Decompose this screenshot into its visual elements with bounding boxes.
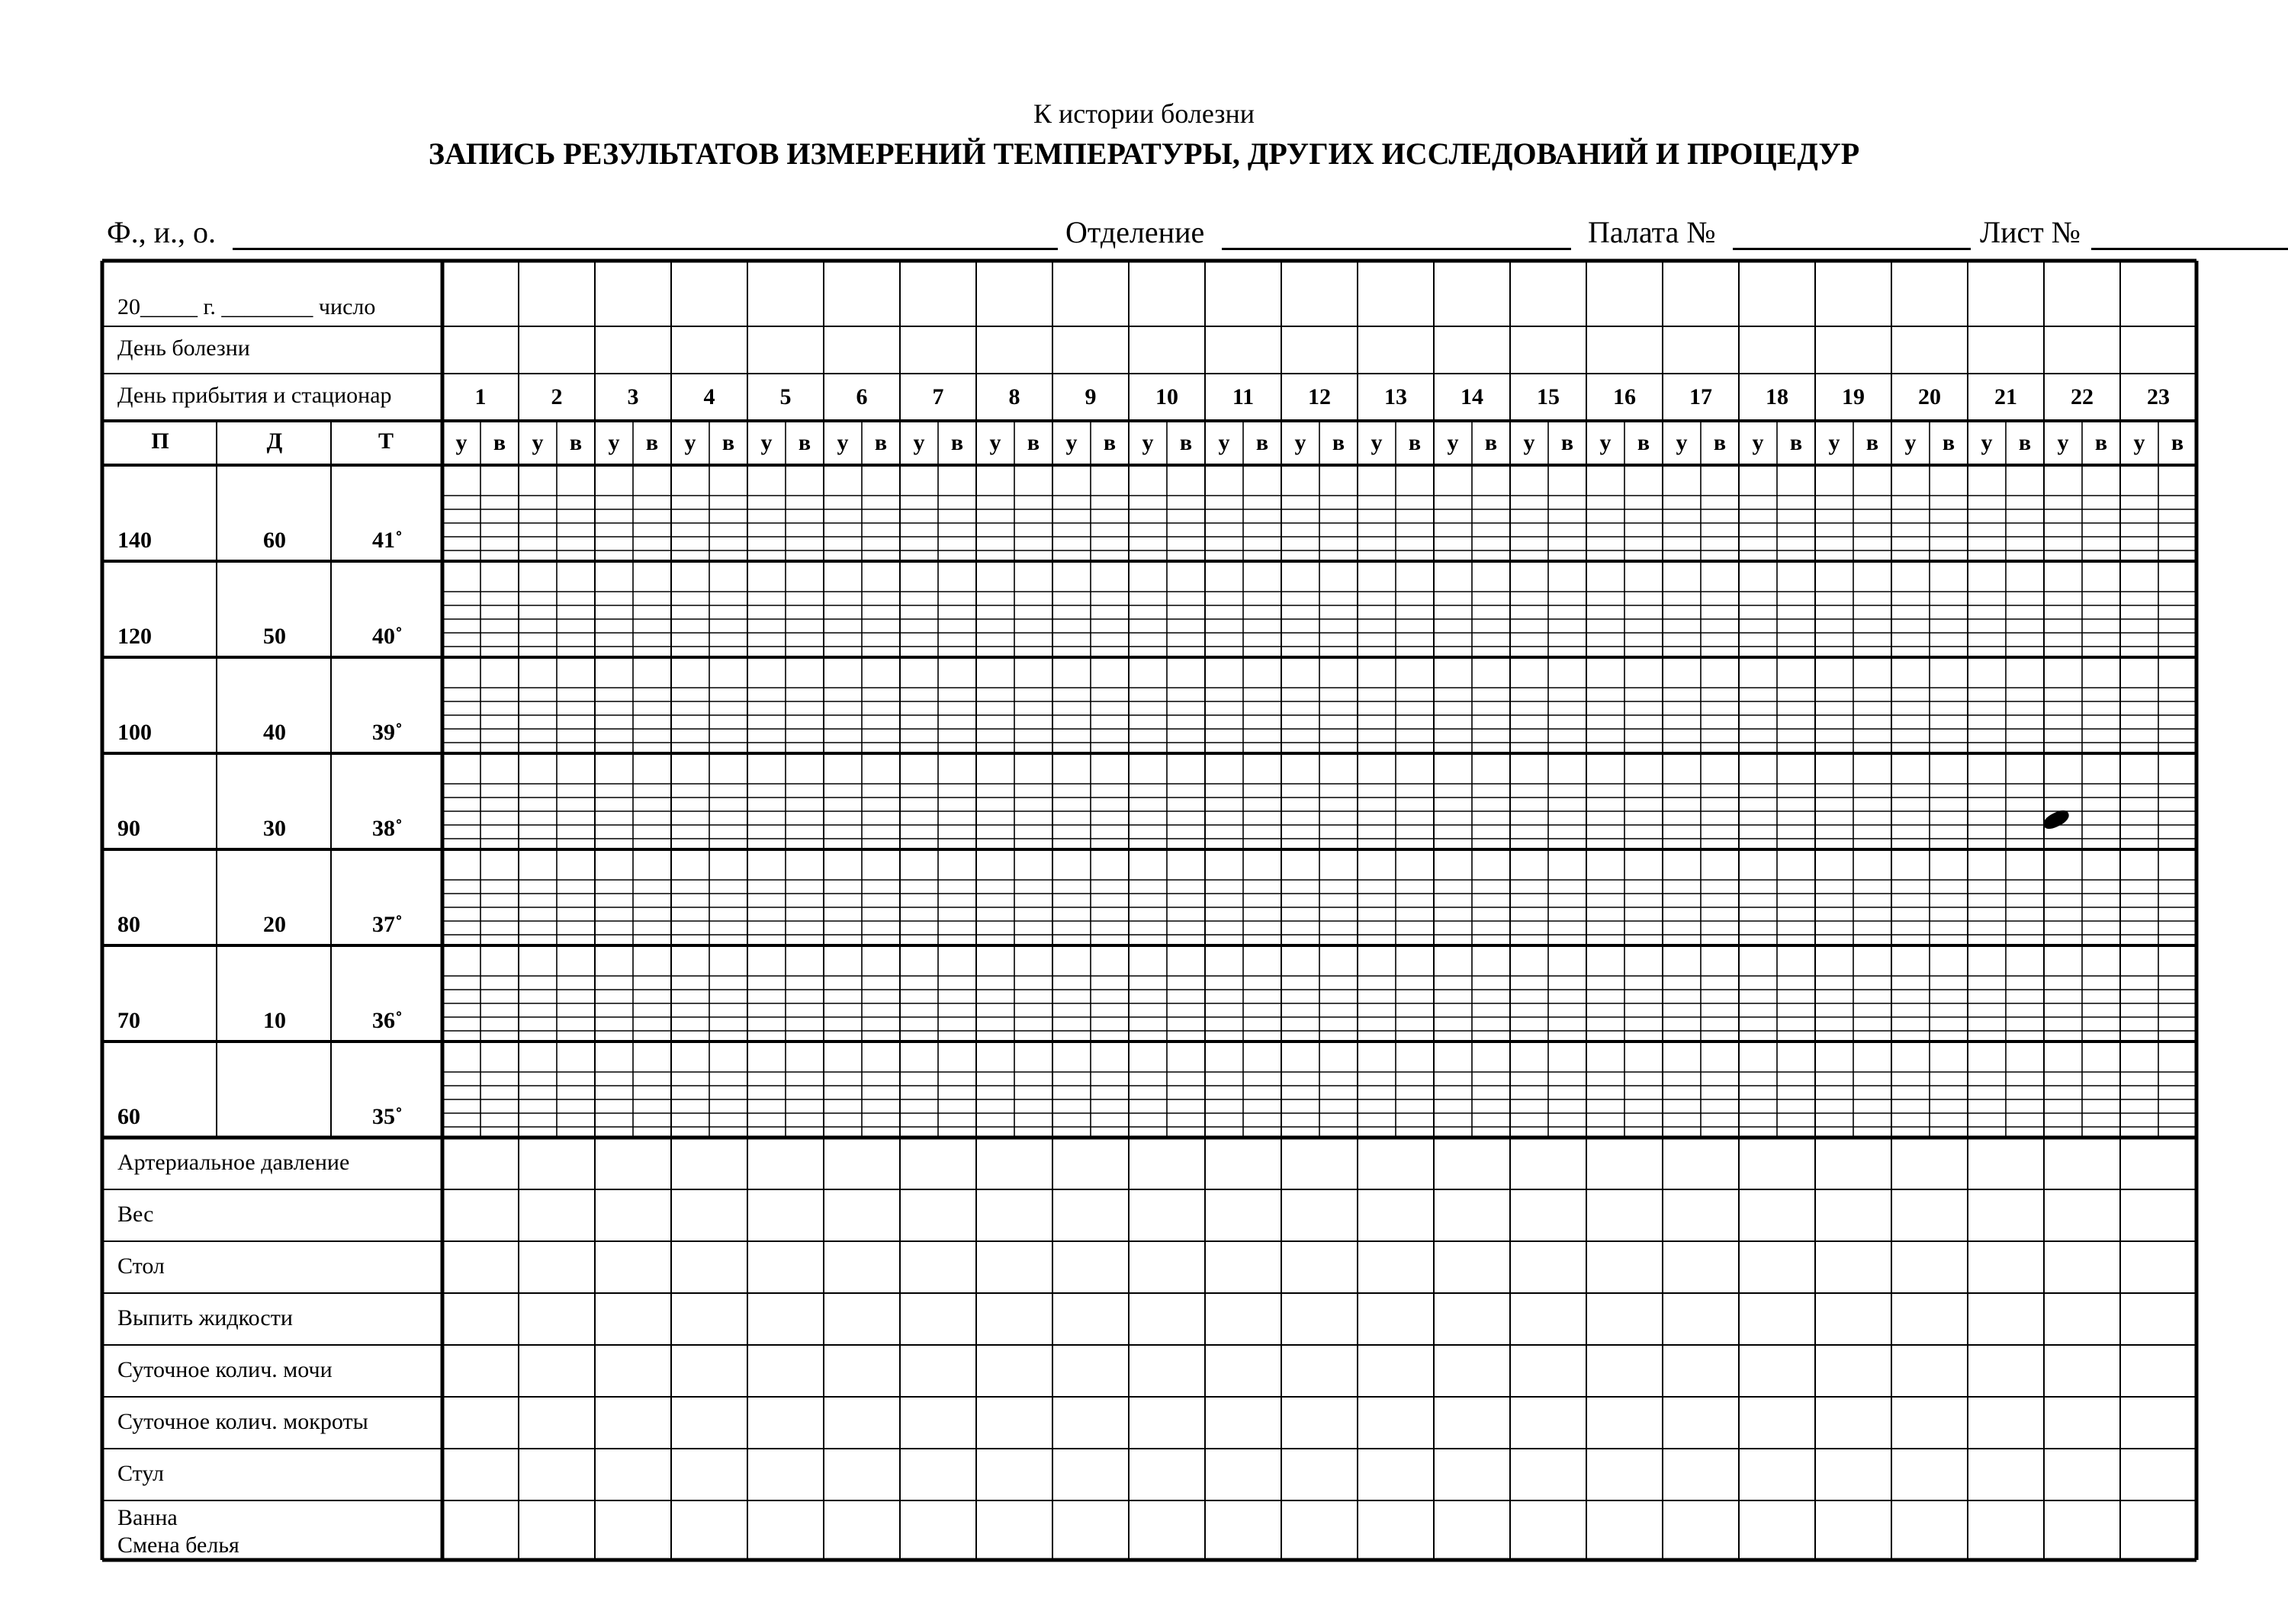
form-subtitle: К истории болезни [1033,98,1255,129]
temp-value: 40˚ [372,624,403,649]
shift-morning-label: у [2133,430,2145,455]
day-number-7: 7 [932,384,944,409]
day-number-11: 11 [1232,384,1255,409]
day-number-9: 9 [1085,384,1097,409]
breath-value: 50 [263,624,286,649]
breath-value: 30 [263,816,286,841]
shift-morning-label: у [1676,430,1688,455]
pulse-value: 120 [117,624,152,649]
shift-morning-label: у [1904,430,1917,455]
temp-value: 35˚ [372,1104,403,1129]
shift-morning-label: у [455,430,468,455]
bottom-row-label: Выпить жидкости [117,1305,293,1330]
breath-value: 60 [263,528,286,553]
shift-morning-label: у [1599,430,1612,455]
shift-morning-label: у [532,430,544,455]
sheet-label: Лист № [1980,215,2081,249]
shift-evening-label: в [1789,430,1803,455]
day-number-18: 18 [1766,384,1788,409]
day-number-17: 17 [1689,384,1712,409]
shift-evening-label: в [2171,430,2184,455]
arrival-day-label: День прибытия и стационар [117,383,392,408]
shift-morning-label: у [1447,430,1459,455]
shift-evening-label: в [1332,430,1345,455]
shift-evening-label: в [493,430,506,455]
day-number-1: 1 [474,384,487,409]
shift-evening-label: в [798,430,811,455]
shift-morning-label: у [1218,430,1230,455]
day-number-4: 4 [703,384,715,409]
day-number-10: 10 [1155,384,1178,409]
day-number-23: 23 [2147,384,2170,409]
bottom-row-label: Стол [117,1253,165,1279]
breath-value: 20 [263,912,286,937]
shift-evening-label: в [1560,430,1574,455]
bottom-row-label: Артериальное давление [117,1150,350,1175]
shift-evening-label: в [1484,430,1498,455]
shift-morning-label: у [989,430,1001,455]
shift-evening-label: в [1942,430,1955,455]
shift-evening-label: в [1027,430,1040,455]
ward-label: Палата № [1588,215,1716,249]
shift-evening-label: в [1255,430,1269,455]
shift-evening-label: в [1408,430,1422,455]
shift-evening-label: в [950,430,964,455]
day-number-20: 20 [1918,384,1941,409]
shift-evening-label: в [1865,430,1879,455]
shift-evening-label: в [569,430,583,455]
day-number-3: 3 [627,384,639,409]
pulse-value: 140 [117,528,152,553]
shift-evening-label: в [1637,430,1650,455]
day-number-16: 16 [1613,384,1636,409]
temp-value: 38˚ [372,816,403,841]
day-number-5: 5 [779,384,792,409]
bottom-row-label: Стул [117,1461,164,1486]
department-label: Отделение [1065,215,1205,249]
day-number-15: 15 [1537,384,1560,409]
day-number-12: 12 [1308,384,1331,409]
shift-morning-label: у [1371,430,1383,455]
shift-evening-label: в [721,430,735,455]
shift-evening-label: в [1713,430,1727,455]
temp-value: 36˚ [372,1008,403,1033]
breath-value: 10 [263,1008,286,1033]
shift-morning-label: у [1523,430,1535,455]
bottom-row-label: Суточное колич. мочи [117,1357,333,1382]
shift-morning-label: у [608,430,620,455]
shift-morning-label: у [1981,430,1993,455]
shift-evening-label: в [1103,430,1117,455]
pulse-header: П [151,428,169,454]
shift-morning-label: у [1065,430,1078,455]
day-number-8: 8 [1008,384,1020,409]
shift-evening-label: в [2094,430,2108,455]
bottom-row-label: Вес [117,1202,154,1227]
day-number-14: 14 [1461,384,1483,409]
breath-header: Д [266,428,283,454]
breath-value: 40 [263,720,286,745]
shift-morning-label: у [1828,430,1840,455]
temp-value: 39˚ [372,720,403,745]
temp-value: 41˚ [372,528,403,553]
shift-morning-label: у [1142,430,1154,455]
date-row-label: 20_____ г. ________ число [117,294,376,319]
shift-morning-label: у [1294,430,1306,455]
illness-day-label: День болезни [117,335,250,361]
name-label: Ф., и., о. [107,215,217,249]
shift-morning-label: у [760,430,773,455]
day-number-2: 2 [551,384,563,409]
temp-header: Т [378,428,394,454]
day-number-19: 19 [1842,384,1865,409]
pulse-value: 80 [117,912,140,937]
bath-label: Ванна [117,1505,178,1530]
shift-evening-label: в [1179,430,1193,455]
shift-evening-label: в [645,430,659,455]
pulse-value: 60 [117,1104,140,1129]
day-number-13: 13 [1384,384,1407,409]
pulse-value: 90 [117,816,140,841]
pulse-value: 70 [117,1008,140,1033]
shift-evening-label: в [874,430,888,455]
pulse-value: 100 [117,720,152,745]
shift-morning-label: у [684,430,696,455]
bottom-row-label: Суточное колич. мокроты [117,1409,368,1434]
shift-morning-label: у [2057,430,2069,455]
shift-morning-label: у [913,430,925,455]
form-title: ЗАПИСЬ РЕЗУЛЬТАТОВ ИЗМЕРЕНИЙ ТЕМПЕРАТУРЫ, ДРУГИХ ИССЛЕДОВАНИЙ И ПРОЦЕДУР [428,136,1860,171]
linen-change-label: Смена белья [117,1533,239,1558]
day-number-21: 21 [1994,384,2017,409]
day-number-6: 6 [856,384,868,409]
shift-evening-label: в [2018,430,2032,455]
shift-morning-label: у [837,430,849,455]
temp-value: 37˚ [372,912,403,937]
shift-morning-label: у [1752,430,1764,455]
day-number-22: 22 [2071,384,2094,409]
